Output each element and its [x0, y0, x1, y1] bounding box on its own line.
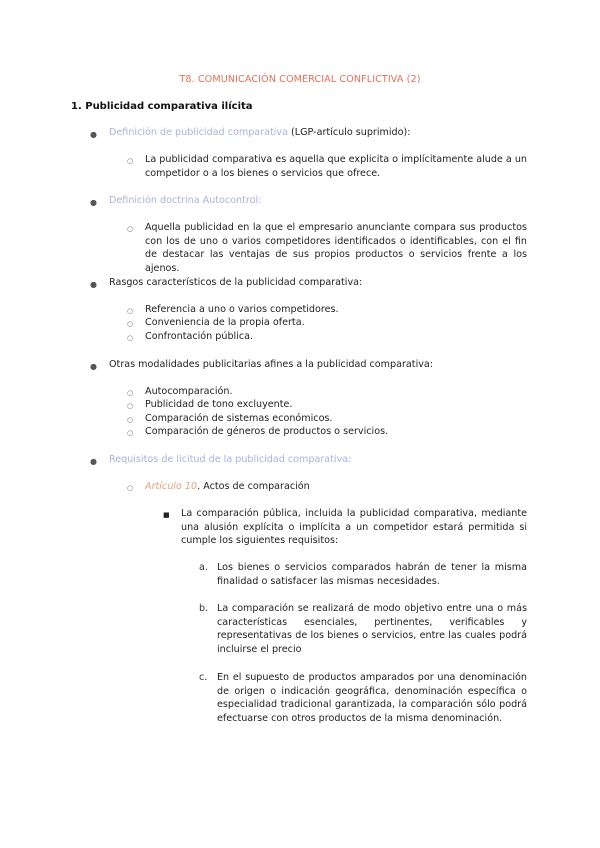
definition-1-text: La publicidad comparativa es aquella que explicita o implícitamente alude a un competidor o a los bienes o servicios que ofrece.	[145, 154, 527, 179]
circle-bullet-icon: ○	[127, 402, 134, 410]
requirement-letter: c.	[199, 672, 208, 683]
circle-bullet-icon: ○	[127, 157, 134, 165]
circle-bullet-icon: ○	[127, 334, 134, 342]
bullet-icon: ●	[90, 362, 97, 371]
circle-bullet-icon: ○	[127, 429, 134, 437]
bullet-icon: ●	[90, 457, 97, 466]
requirement-letter: a.	[199, 562, 208, 573]
circle-bullet-icon: ○	[127, 307, 134, 315]
list-item: Confrontación pública.	[145, 331, 254, 342]
comparacion-text: La comparación pública, incluida la publicidad comparativa, mediante una alusión explícita o implícita a un competidor estará permitida si cumple los siguientes requisitos:	[181, 508, 527, 547]
definition-2-label: Definición doctrina Autocontrol:	[109, 195, 262, 206]
circle-bullet-icon: ○	[127, 416, 134, 424]
requirement-c-text: En el supuesto de productos amparados por una denominación de origen o indicación geográfica, denominación específica o especialidad tradicional garantizada, la comparación sólo podrá efectuarse con otros productos de la misma denominación.	[217, 672, 527, 724]
list-item: Referencia a uno o varios competidores.	[145, 304, 339, 315]
list-item: Conveniencia de la propia oferta.	[145, 317, 305, 328]
definition-1-line	[109, 126, 411, 140]
article-label: Artículo 10	[145, 481, 198, 492]
article-rest: . Actos de comparación	[197, 481, 310, 492]
otras-label: Otras modalidades publicitarias afines a la publicidad comparativa:	[109, 359, 434, 370]
list-item: Autocomparación.	[145, 386, 233, 397]
article-line	[145, 480, 310, 494]
list-item: Publicidad de tono excluyente.	[145, 399, 293, 410]
circle-bullet-icon: ○	[127, 484, 134, 492]
bullet-icon: ●	[90, 130, 97, 139]
definition-2-text: Aquella publicidad en la que el empresario anunciante compara sus productos con los de uno o varios competidores identificados o identificables, con el fin de destacar las ventajas de sus propios productos o servicios frente a los ajenos.	[145, 222, 527, 274]
document-title: T8. COMUNICACIÓN COMERCIAL CONFLICTIVA (2)	[179, 74, 421, 85]
requirement-letter: b.	[199, 603, 209, 614]
definition-1-rest: (LGP-artículo suprimido):	[287, 127, 411, 138]
requisitos-label: Requisitos de licitud de la publicidad comparativa:	[109, 454, 352, 465]
rasgos-label: Rasgos característicos de la publicidad comparativa:	[109, 277, 363, 288]
bullet-icon: ●	[90, 280, 97, 289]
section-heading: 1. Publicidad comparativa ilícita	[71, 101, 253, 112]
bullet-icon: ●	[90, 198, 97, 207]
requirement-b-text: La comparación se realizará de modo objetivo entre una o más características esenciales, pertinentes, verificables y representativas de los bienes o servicios, entre las cuales podrá incluirse el precio	[217, 603, 527, 655]
square-bullet-icon: ■	[163, 511, 170, 519]
list-item: Comparación de sistemas económicos.	[145, 413, 333, 424]
definition-1-label: Definición de publicidad comparativa	[109, 127, 288, 138]
circle-bullet-icon: ○	[127, 389, 134, 397]
circle-bullet-icon: ○	[127, 320, 134, 328]
requirement-a-text: Los bienes o servicios comparados habrán de tener la misma finalidad o satisfacer las mismas necesidades.	[217, 562, 527, 587]
list-item: Comparación de géneros de productos o servicios.	[145, 426, 389, 437]
circle-bullet-icon: ○	[127, 225, 134, 233]
